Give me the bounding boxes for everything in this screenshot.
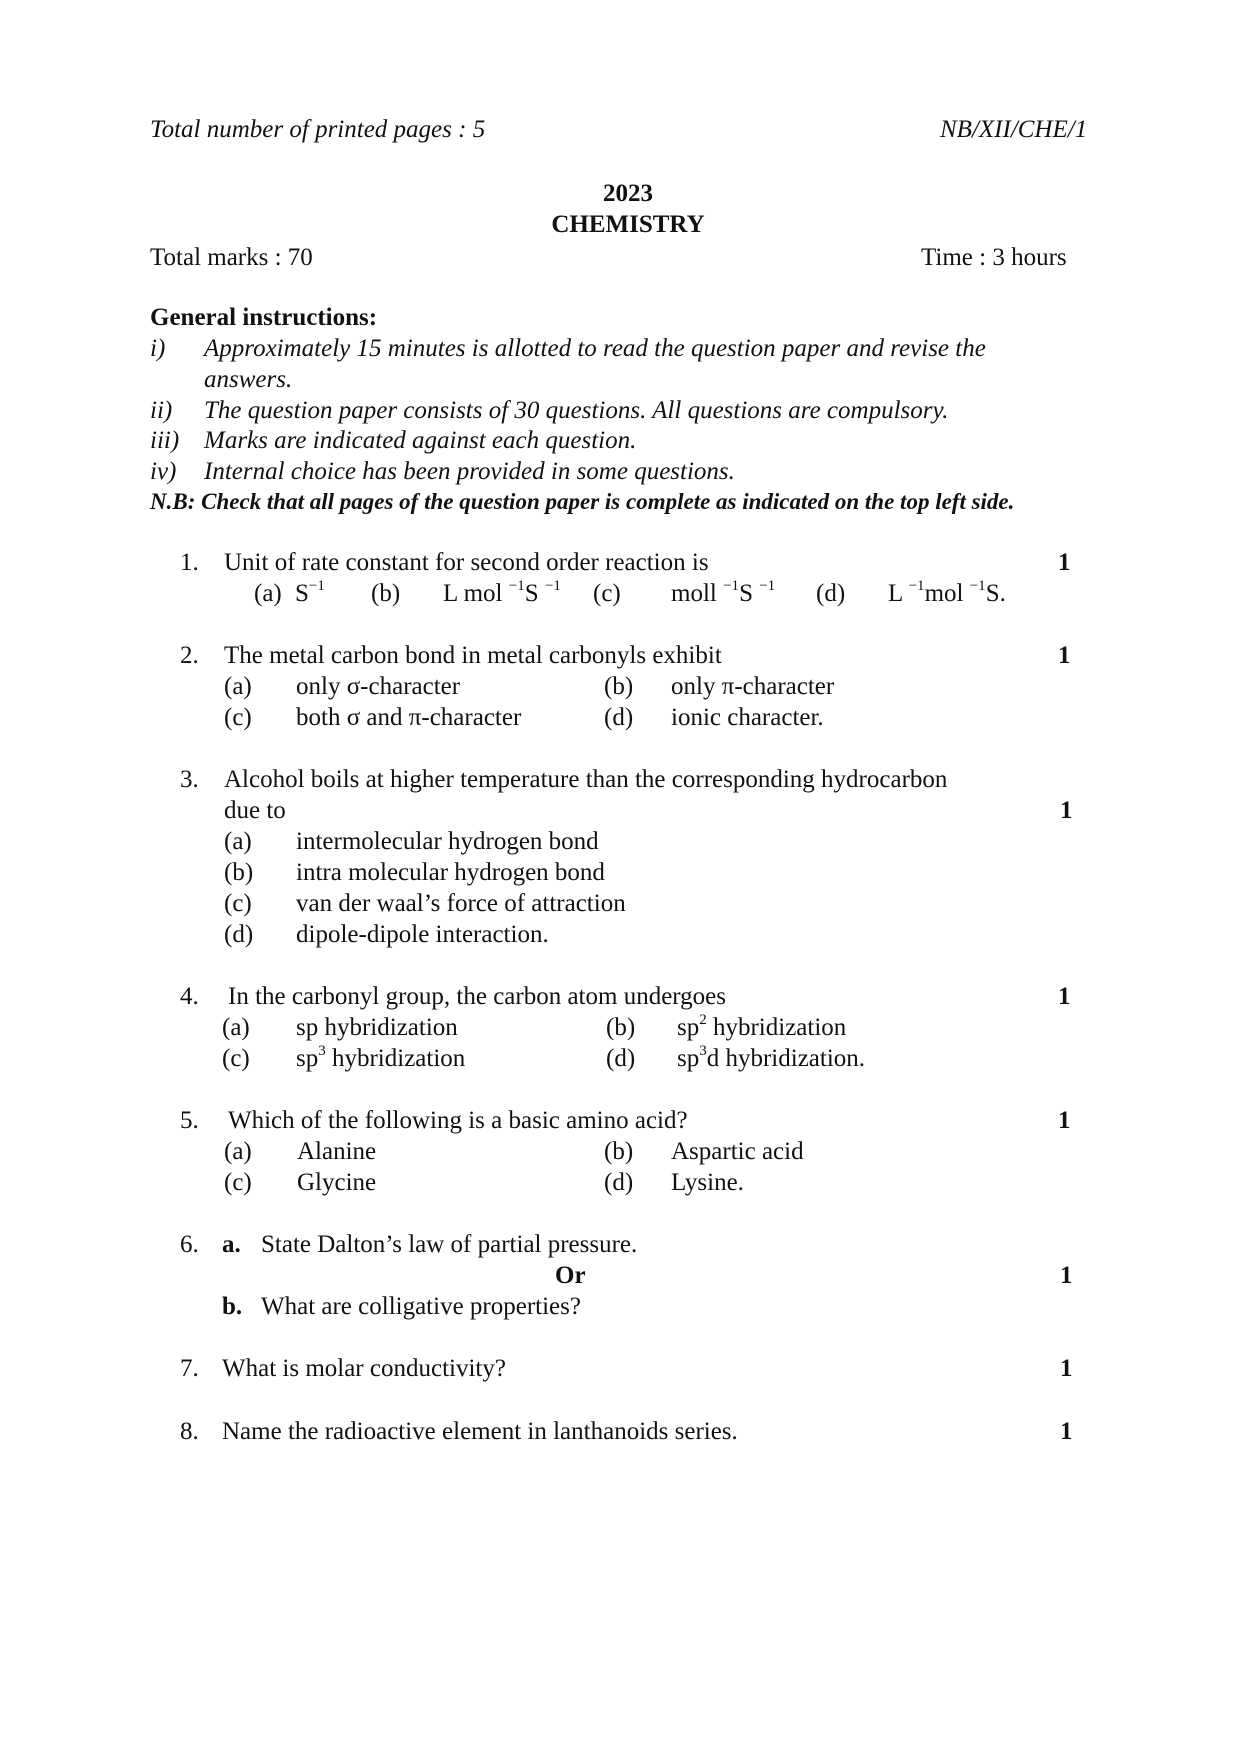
option-b-unit [443,578,561,607]
instruction-number: i) [150,335,166,362]
option-text: Alanine [297,1138,377,1165]
question-marks: 1 [1058,642,1071,669]
option-text: both σ and π-character [296,704,522,731]
question-text: Which of the following is a basic amino acid? [228,1107,688,1134]
hybrid-exponent: 3 [318,1043,326,1059]
hybrid-base: sp [677,1045,700,1072]
nb-note: N.B: Check that all pages of the question paper is complete as indicated on the top left side. [150,489,1015,514]
question-text: Unit of rate constant for second order reaction is [224,549,709,576]
hybrid-exponent: 2 [699,1012,707,1028]
option-text: Lysine. [671,1169,744,1196]
unit-base: S [295,580,309,607]
question-text: Alcohol boils at higher temperature than the corresponding hydrocarbon [224,766,948,793]
question-number: 5. [180,1107,199,1134]
option-label: (c) [224,890,252,917]
option-label: (a) [254,580,282,607]
question-text-continued: due to [224,797,286,824]
exam-year: 2023 [603,180,653,207]
instruction-text: Approximately 15 minutes is allotted to read the question paper and revise the [204,335,986,362]
question-text: What are colligative properties? [261,1293,581,1320]
question-number: 8. [180,1418,199,1445]
exam-time: Time : 3 hours [921,244,1067,271]
option-label: (d) [604,1169,634,1196]
question-marks: 1 [1058,549,1071,576]
question-marks: 1 [1060,797,1073,824]
unit-part: L [888,580,909,607]
option-text: only π-character [671,673,835,700]
question-marks: 1 [1060,1262,1073,1289]
instruction-text-continued: answers. [204,366,293,393]
instruction-text: The question paper consists of 30 questions. All questions are compulsory. [204,397,949,424]
question-text: Name the radioactive element in lanthanoids series. [222,1418,738,1445]
option-text: Aspartic acid [671,1138,804,1165]
instruction-text: Marks are indicated against each question. [204,427,637,454]
hybrid-rest: d hybridization. [706,1045,866,1072]
unit-part: moll [671,580,724,607]
question-number: 7. [180,1355,199,1382]
or-separator: Or [555,1262,586,1289]
option-text [677,1012,847,1041]
option-label: (a) [222,1014,250,1041]
option-text: intermolecular hydrogen bond [296,828,599,855]
unit-exponent: −1 [508,578,525,594]
option-text: dipole-dipole interaction. [296,921,549,948]
question-marks: 1 [1058,1107,1071,1134]
hybrid-rest: hybridization [706,1014,847,1041]
option-label: (d) [606,1045,636,1072]
unit-exponent: −1 [759,578,776,594]
unit-exponent: −1 [544,578,561,594]
question-text: In the carbonyl group, the carbon atom undergoes [228,983,726,1010]
instruction-number: ii) [150,397,173,424]
question-number: 3. [180,766,199,793]
question-number: 6. [180,1231,199,1258]
question-text: What is molar conductivity? [222,1355,506,1382]
question-text: State Dalton’s law of partial pressure. [261,1231,638,1258]
option-text [677,1043,866,1072]
unit-part: S [524,580,545,607]
instruction-number: iii) [150,427,180,454]
option-label: (c) [222,1045,250,1072]
option-a-unit [295,578,325,607]
instruction-text: Internal choice has been provided in some questions. [204,458,735,485]
option-text: sp hybridization [296,1014,458,1041]
hybrid-base: sp [677,1014,700,1041]
option-label: (d) [816,580,846,607]
question-number: 4. [180,983,199,1010]
printed-pages-info: Total number of printed pages : 5 [150,116,486,143]
option-text: intra molecular hydrogen bond [296,859,605,886]
option-label: (b) [371,580,401,607]
paper-code: NB/XII/CHE/1 [940,116,1088,143]
option-d-unit [888,578,1006,607]
hybrid-base: sp [296,1045,319,1072]
unit-exponent: −1 [908,578,925,594]
option-text [296,1043,466,1072]
option-label: (a) [224,1138,252,1165]
option-label: (c) [593,580,621,607]
instruction-number: iv) [150,458,177,485]
question-number: 2. [180,642,199,669]
option-label: (c) [224,704,252,731]
unit-exponent: −1 [969,578,986,594]
question-marks: 1 [1060,1355,1073,1382]
question-marks: 1 [1060,1418,1073,1445]
option-label: (d) [224,921,254,948]
hybrid-exponent: 3 [699,1043,707,1059]
hybrid-rest: hybridization [325,1045,466,1072]
option-label: (c) [224,1169,252,1196]
question-number: 1. [180,549,199,576]
option-c-unit [671,578,776,607]
unit-part: mol [924,580,970,607]
option-text: Glycine [297,1169,377,1196]
total-marks: Total marks : 70 [150,244,313,271]
option-text: only σ-character [296,673,461,700]
option-label: (d) [604,704,634,731]
option-label: (b) [224,859,254,886]
unit-part: S. [985,580,1006,607]
unit-part: L mol [443,580,509,607]
option-label: (b) [604,673,634,700]
unit-exponent: −1 [723,578,740,594]
option-text: ionic character. [671,704,824,731]
unit-part: S [739,580,760,607]
option-label: (a) [224,673,252,700]
option-label: (b) [604,1138,634,1165]
instructions-heading: General instructions: [150,304,378,331]
subject-title: CHEMISTRY [551,211,705,238]
option-label: (b) [606,1014,636,1041]
question-marks: 1 [1058,983,1071,1010]
option-text: van der waal’s force of attraction [296,890,626,917]
part-label: a. [222,1231,241,1258]
question-text: The metal carbon bond in metal carbonyls exhibit [224,642,722,669]
option-label: (a) [224,828,252,855]
unit-exponent: −1 [308,578,325,594]
part-label: b. [222,1293,243,1320]
